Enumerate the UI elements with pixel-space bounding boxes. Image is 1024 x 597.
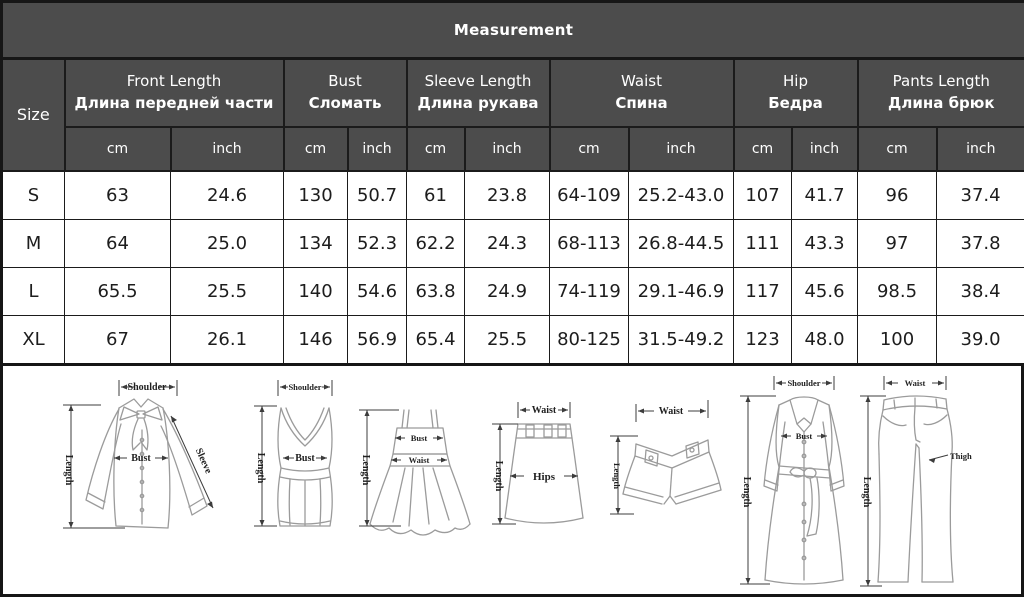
tank-top-diagram bbox=[250, 378, 360, 590]
value-cell: 74-119 bbox=[550, 268, 629, 316]
bust-measure-arrow bbox=[283, 453, 327, 464]
value-cell: 96 bbox=[858, 171, 937, 220]
value-cell: 123 bbox=[734, 316, 792, 365]
unit-cell: cm bbox=[734, 127, 792, 171]
size-column-header: Size bbox=[2, 59, 65, 172]
bust-label-ru: Сломать bbox=[308, 94, 382, 112]
size-cell: L bbox=[2, 268, 65, 316]
bust-label: Bust bbox=[410, 433, 428, 443]
value-cell: 100 bbox=[858, 316, 937, 365]
value-cell: 146 bbox=[284, 316, 348, 365]
measurement-diagrams-strip bbox=[0, 366, 1024, 597]
value-cell: 98.5 bbox=[858, 268, 937, 316]
sleeve-length-label-ru: Длина рукава bbox=[417, 94, 539, 112]
length-label: Length bbox=[861, 476, 872, 508]
pants-length-label-en: Pants Length bbox=[892, 72, 990, 91]
value-cell: 61 bbox=[407, 171, 465, 220]
value-cell: 64 bbox=[65, 220, 171, 268]
waist-measure-arrow bbox=[518, 402, 570, 418]
thigh-label: Thigh bbox=[950, 451, 972, 461]
length-measure-arrow bbox=[254, 406, 277, 526]
shorts-sketch bbox=[623, 440, 721, 504]
shoulder-measure-arrow bbox=[774, 376, 834, 390]
dress-diagram bbox=[353, 398, 488, 578]
length-measure-arrow bbox=[63, 405, 125, 528]
hip-header bbox=[734, 59, 858, 128]
unit-cell: inch bbox=[348, 127, 407, 171]
size-cell: XL bbox=[2, 316, 65, 365]
waist-measure-arrow bbox=[636, 400, 708, 422]
front-length-header bbox=[65, 59, 284, 128]
unit-cell: inch bbox=[465, 127, 550, 171]
value-cell: 65.5 bbox=[65, 268, 171, 316]
pants-length-label-ru: Длина брюк bbox=[888, 94, 995, 112]
table-row bbox=[2, 171, 1024, 220]
shoulder-measure-arrow bbox=[278, 380, 332, 396]
length-measure-arrow bbox=[359, 410, 401, 526]
value-cell: 41.7 bbox=[792, 171, 858, 220]
value-cell: 65.4 bbox=[407, 316, 465, 365]
length-label: Length bbox=[63, 454, 74, 486]
length-measure-arrow bbox=[492, 424, 518, 524]
tank-top-sketch bbox=[278, 408, 332, 526]
size-cell: S bbox=[2, 171, 65, 220]
waist-label: Waist bbox=[904, 378, 926, 388]
thigh-measure-arrow bbox=[929, 451, 972, 463]
value-cell: 134 bbox=[284, 220, 348, 268]
waist-header bbox=[550, 59, 734, 128]
skirt-diagram bbox=[488, 398, 593, 578]
bust-measure-arrow bbox=[114, 453, 168, 464]
unit-cell: inch bbox=[629, 127, 734, 171]
length-label: Length bbox=[360, 454, 371, 486]
value-cell: 140 bbox=[284, 268, 348, 316]
waist-measure-arrow bbox=[884, 376, 946, 390]
shoulder-label: Shoulder bbox=[787, 378, 821, 388]
length-measure-arrow bbox=[860, 396, 886, 586]
sleeve-length-label-en: Sleeve Length bbox=[424, 72, 532, 91]
value-cell: 117 bbox=[734, 268, 792, 316]
unit-cell: inch bbox=[937, 127, 1024, 171]
coat-sketch bbox=[764, 397, 844, 584]
blouse-diagram bbox=[55, 378, 255, 590]
value-cell: 24.6 bbox=[171, 171, 284, 220]
waist-label: Waist bbox=[658, 406, 684, 417]
unit-cell: inch bbox=[171, 127, 284, 171]
value-cell: 63.8 bbox=[407, 268, 465, 316]
length-label: Length bbox=[741, 476, 752, 508]
shorts-diagram bbox=[598, 396, 728, 566]
bust-label: Bust bbox=[131, 453, 151, 464]
sleeve-length-header bbox=[407, 59, 550, 128]
shoulder-measure-arrow bbox=[119, 380, 177, 396]
waist-label-ru: Спина bbox=[615, 94, 668, 112]
value-cell: 37.8 bbox=[937, 220, 1024, 268]
value-cell: 26.8-44.5 bbox=[629, 220, 734, 268]
value-cell: 80-125 bbox=[550, 316, 629, 365]
value-cell: 64-109 bbox=[550, 171, 629, 220]
bust-label: Bust bbox=[795, 431, 813, 441]
front-length-label-en: Front Length bbox=[126, 72, 222, 91]
value-cell: 52.3 bbox=[348, 220, 407, 268]
pants-length-header bbox=[858, 59, 1024, 128]
table-title: Measurement bbox=[2, 2, 1024, 59]
waist-measure-arrow bbox=[391, 455, 447, 465]
value-cell: 25.0 bbox=[171, 220, 284, 268]
value-cell: 107 bbox=[734, 171, 792, 220]
value-cell: 24.9 bbox=[465, 268, 550, 316]
value-cell: 38.4 bbox=[937, 268, 1024, 316]
bust-measure-arrow bbox=[395, 433, 443, 443]
value-cell: 68-113 bbox=[550, 220, 629, 268]
hips-measure-arrow bbox=[510, 471, 578, 483]
value-cell: 37.4 bbox=[937, 171, 1024, 220]
value-cell: 39.0 bbox=[937, 316, 1024, 365]
hip-label-ru: Бедра bbox=[768, 94, 823, 112]
table-row bbox=[2, 220, 1024, 268]
value-cell: 62.2 bbox=[407, 220, 465, 268]
bust-label-en: Bust bbox=[328, 72, 362, 91]
pants-diagram bbox=[856, 374, 974, 594]
value-cell: 24.3 bbox=[465, 220, 550, 268]
unit-cell: cm bbox=[858, 127, 937, 171]
table-row bbox=[2, 268, 1024, 316]
length-label: Length bbox=[493, 460, 504, 492]
value-cell: 67 bbox=[65, 316, 171, 365]
sleeve-measure-arrow bbox=[171, 416, 214, 508]
table-row bbox=[2, 316, 1024, 365]
value-cell: 25.2-43.0 bbox=[629, 171, 734, 220]
value-cell: 23.8 bbox=[465, 171, 550, 220]
bust-header bbox=[284, 59, 407, 128]
value-cell: 50.7 bbox=[348, 171, 407, 220]
value-cell: 63 bbox=[65, 171, 171, 220]
dress-sketch bbox=[370, 410, 470, 535]
bust-label: Bust bbox=[295, 453, 315, 464]
value-cell: 97 bbox=[858, 220, 937, 268]
waist-label-en: Waist bbox=[621, 72, 662, 91]
unit-cell: inch bbox=[792, 127, 858, 171]
unit-cell: cm bbox=[407, 127, 465, 171]
unit-row bbox=[2, 127, 1024, 171]
column-group-row bbox=[2, 59, 1024, 128]
waist-label: Waist bbox=[408, 455, 430, 465]
value-cell: 25.5 bbox=[465, 316, 550, 365]
bust-measure-arrow bbox=[781, 431, 827, 441]
value-cell: 43.3 bbox=[792, 220, 858, 268]
value-cell: 29.1-46.9 bbox=[629, 268, 734, 316]
unit-cell: cm bbox=[550, 127, 629, 171]
front-length-label-ru: Длина передней части bbox=[74, 94, 274, 112]
value-cell: 45.6 bbox=[792, 268, 858, 316]
value-cell: 130 bbox=[284, 171, 348, 220]
waist-label: Waist bbox=[531, 405, 557, 416]
unit-cell: cm bbox=[65, 127, 171, 171]
unit-cell: cm bbox=[284, 127, 348, 171]
value-cell: 48.0 bbox=[792, 316, 858, 365]
value-cell: 54.6 bbox=[348, 268, 407, 316]
value-cell: 25.5 bbox=[171, 268, 284, 316]
hips-label: Hips bbox=[532, 471, 556, 483]
pants-sketch bbox=[878, 396, 953, 582]
shoulder-label: Shoulder bbox=[127, 382, 167, 393]
table-title-row bbox=[2, 2, 1024, 59]
size-cell: M bbox=[2, 220, 65, 268]
length-label: Length bbox=[612, 463, 622, 489]
coat-diagram bbox=[734, 374, 866, 594]
value-cell: 26.1 bbox=[171, 316, 284, 365]
value-cell: 111 bbox=[734, 220, 792, 268]
length-measure-arrow bbox=[740, 396, 776, 584]
value-cell: 31.5-49.2 bbox=[629, 316, 734, 365]
length-label: Length bbox=[255, 452, 266, 484]
value-cell: 56.9 bbox=[348, 316, 407, 365]
hip-label-en: Hip bbox=[783, 72, 808, 91]
sleeve-label: Sleeve bbox=[192, 446, 214, 476]
length-measure-arrow bbox=[610, 436, 638, 514]
shoulder-label: Shoulder bbox=[288, 382, 322, 392]
